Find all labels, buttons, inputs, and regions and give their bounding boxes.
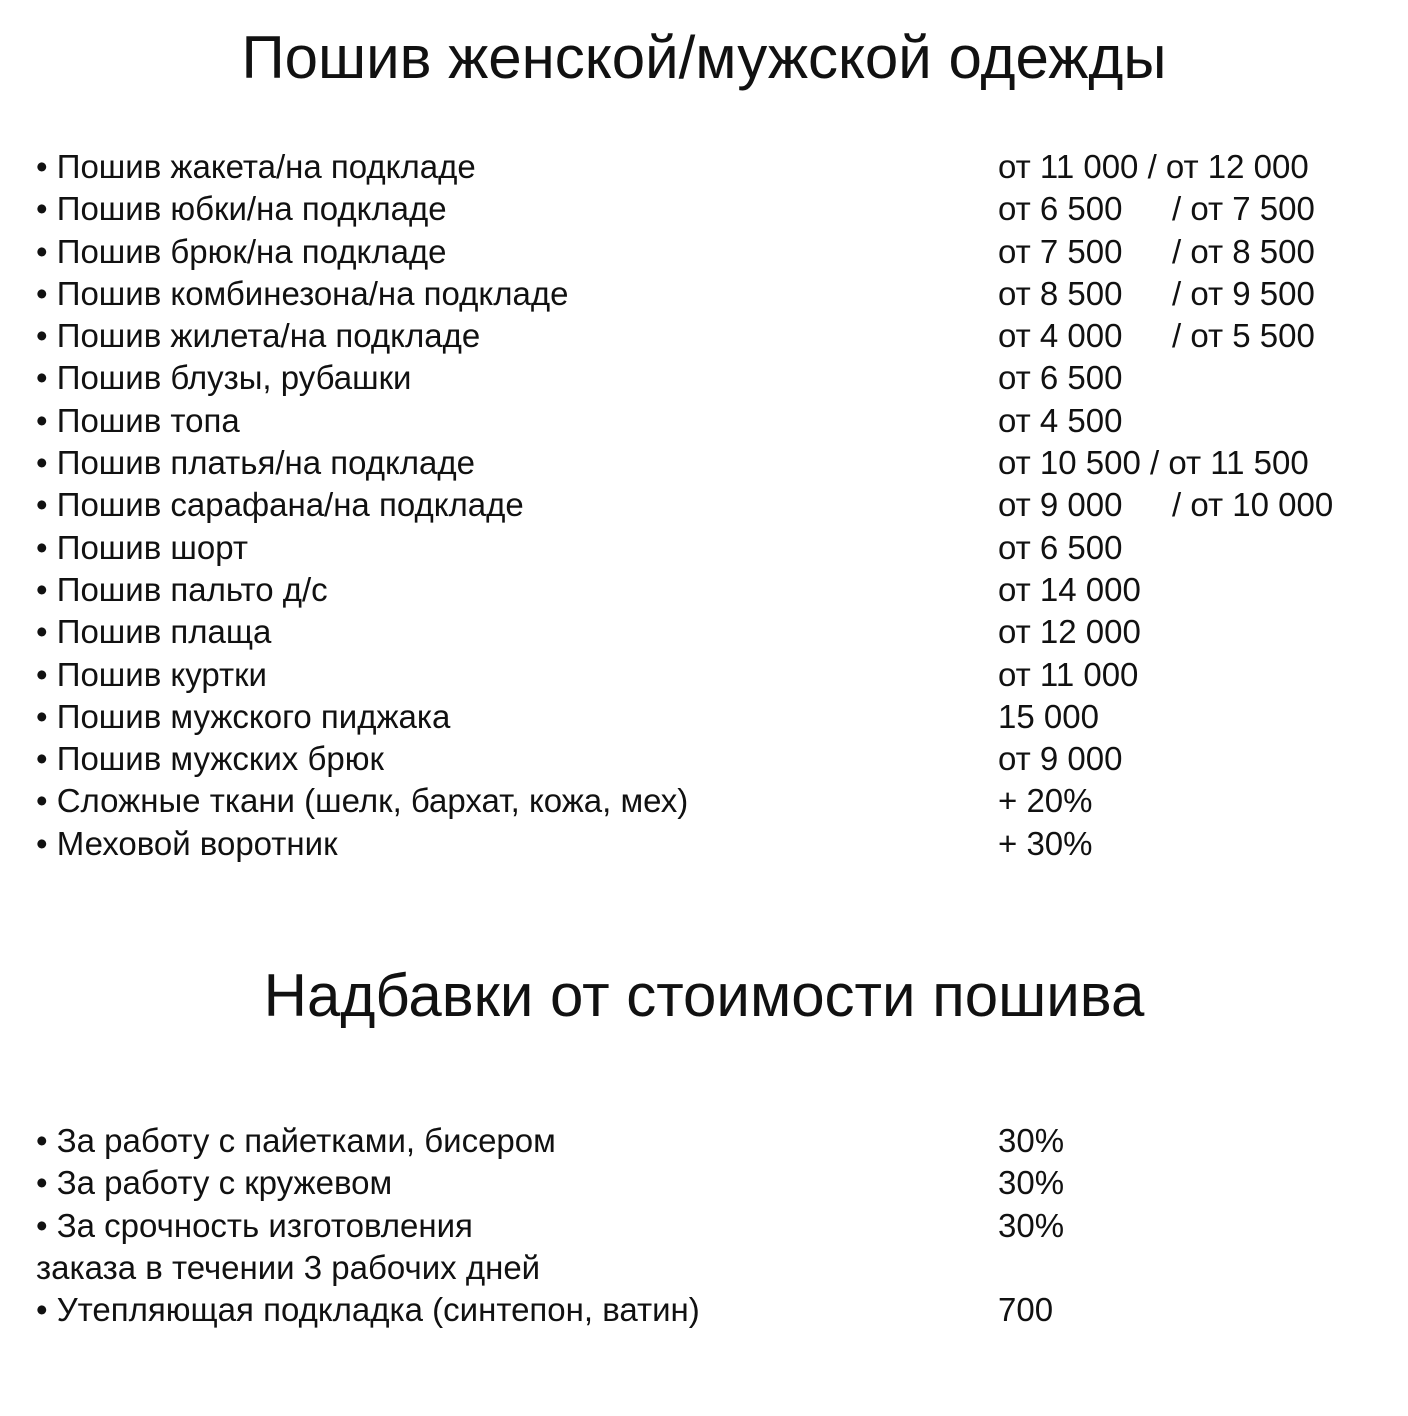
item-price: от 7 500: [998, 232, 1123, 270]
list-item: [36, 315, 1396, 357]
item-price: от 10 500 / от 11 500: [998, 444, 1309, 482]
item-price-lined: / от 9 500: [1172, 274, 1315, 312]
item-label: • Пошив платья/на подкладе: [36, 444, 476, 482]
item-price-lined: / от 8 500: [1172, 232, 1315, 270]
item-price: от 6 500: [998, 528, 1123, 566]
list-item: [36, 1162, 1396, 1204]
list-item: [36, 569, 1396, 611]
item-price: + 30%: [998, 824, 1093, 862]
list-item: [36, 780, 1396, 822]
item-price: от 6 500: [998, 359, 1123, 397]
surcharge-section-title: Надбавки от стоимости пошива: [263, 962, 1145, 1029]
list-item: [36, 400, 1396, 442]
list-item: [36, 611, 1396, 653]
item-price: от 14 000: [998, 570, 1141, 608]
list-item: [36, 527, 1396, 569]
item-price: от 6 500: [998, 190, 1123, 228]
list-item: [36, 146, 1396, 188]
item-price-lined: / от 10 000: [1172, 486, 1334, 524]
list-item: [36, 357, 1396, 399]
item-price: 30%: [998, 1164, 1065, 1202]
item-price: от 11 000: [998, 655, 1139, 693]
item-label: • Пошив куртки: [36, 655, 267, 693]
item-price-lined: / от 7 500: [1172, 190, 1315, 228]
list-item: [36, 654, 1396, 696]
item-label: • Утепляющая подкладка (синтепон, ватин): [36, 1291, 700, 1329]
item-label: • За работу с кружевом: [36, 1164, 393, 1202]
item-label: • Пошив плаща: [36, 613, 272, 651]
item-label: • Пошив блузы, рубашки: [36, 359, 412, 397]
item-price: от 4 000: [998, 317, 1123, 355]
item-label: • Пошив шорт: [36, 528, 248, 566]
item-price-lined: / от 5 500: [1172, 317, 1315, 355]
list-item: [36, 1205, 1396, 1247]
item-price: 15 000: [998, 697, 1099, 735]
list-item: [36, 738, 1396, 780]
list-item: [36, 1120, 1396, 1162]
list-item: [36, 442, 1396, 484]
list-item: [36, 273, 1396, 315]
item-label: • Пошив пальто д/с: [36, 570, 328, 608]
page-title: Пошив женской/мужской одежды: [241, 24, 1167, 91]
item-price: 700: [998, 1291, 1054, 1329]
surcharges-price-list: [36, 1120, 1396, 1331]
item-price: от 8 500: [998, 274, 1123, 312]
item-label: заказа в течении 3 рабочих дней: [36, 1248, 541, 1286]
item-price: + 20%: [998, 782, 1093, 820]
item-price: от 4 500: [998, 401, 1123, 439]
item-label: • Меховой воротник: [36, 824, 338, 862]
item-label: • Пошив брюк/на подкладе: [36, 232, 447, 270]
list-item: [36, 231, 1396, 273]
item-label: • За срочность изготовления: [36, 1206, 473, 1244]
item-label: • Пошив мужского пиджака: [36, 697, 451, 735]
list-item: [36, 1247, 1396, 1289]
list-item: [36, 188, 1396, 230]
services-price-list: [36, 146, 1396, 865]
item-label: • Пошив жакета/на подкладе: [36, 148, 476, 185]
item-label: • Пошив мужских брюк: [36, 740, 384, 778]
list-item: [36, 484, 1396, 526]
item-price: от 12 000: [998, 613, 1141, 651]
list-item: [36, 696, 1396, 738]
list-item: [36, 823, 1396, 865]
item-price: 30%: [998, 1206, 1065, 1244]
item-label: • Пошив топа: [36, 401, 240, 439]
item-price: от 9 000: [998, 486, 1123, 524]
item-price: от 11 000 / от 12 000: [998, 148, 1309, 185]
item-price: 30%: [998, 1122, 1065, 1159]
item-label: • Сложные ткани (шелк, бархат, кожа, мех): [36, 782, 689, 820]
list-item: [36, 1289, 1396, 1331]
item-price: от 9 000: [998, 740, 1123, 778]
item-label: • Пошив сарафана/на подкладе: [36, 486, 524, 524]
item-label: • Пошив жилета/на подкладе: [36, 317, 481, 355]
item-label: • Пошив юбки/на подкладе: [36, 190, 447, 228]
item-label: • За работу с пайетками, бисером: [36, 1122, 556, 1159]
item-label: • Пошив комбинезона/на подкладе: [36, 274, 569, 312]
